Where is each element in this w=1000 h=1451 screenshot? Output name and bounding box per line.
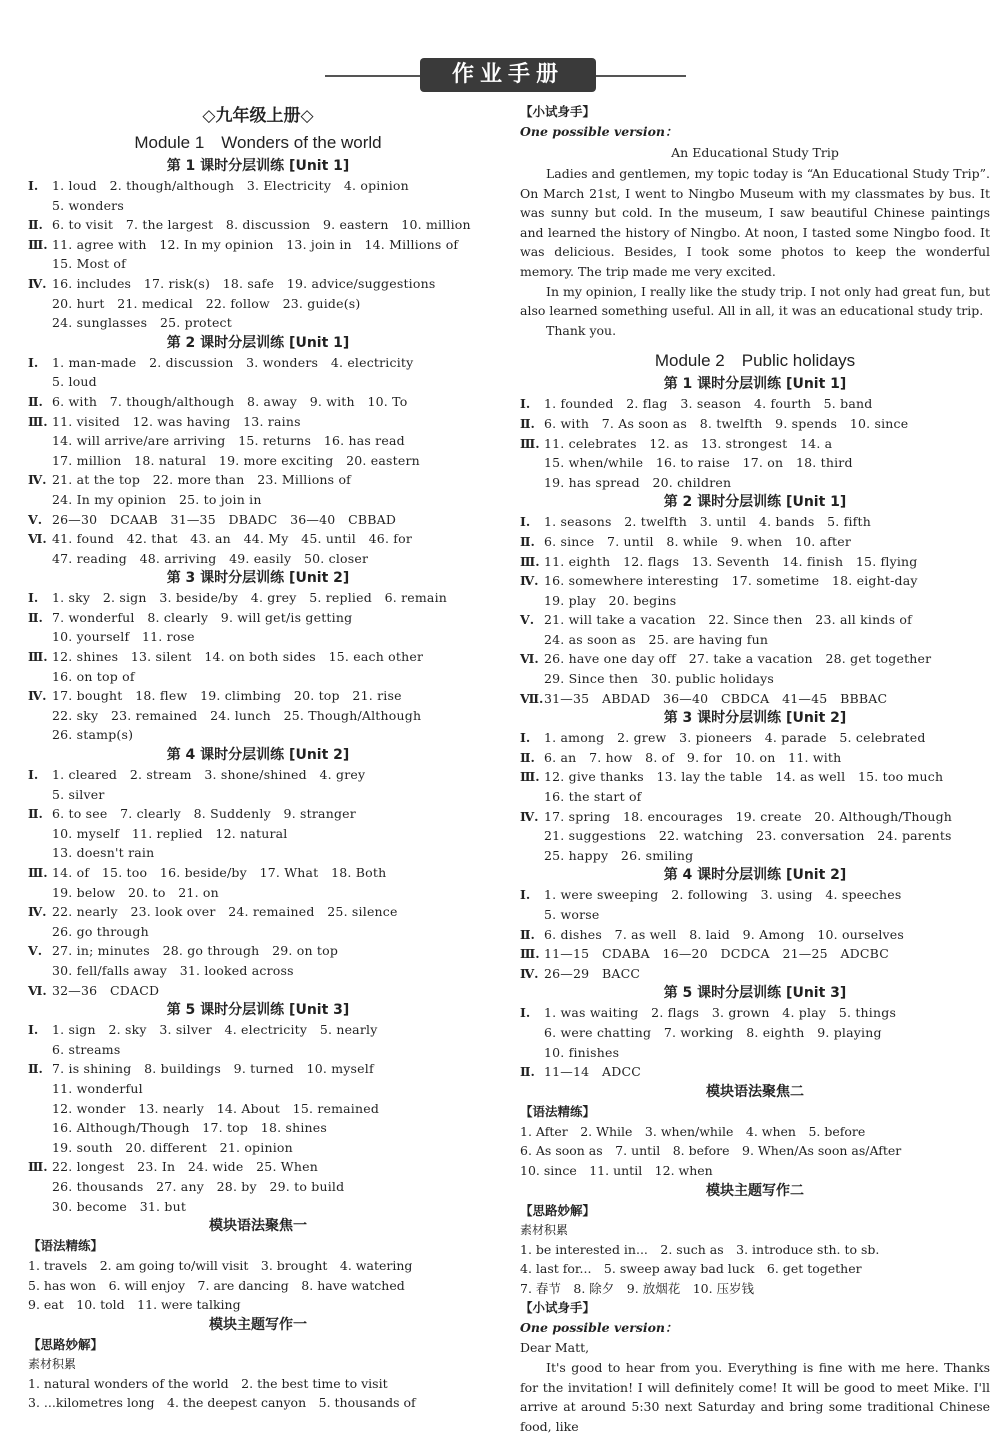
section-numeral: Ⅰ. — [520, 514, 531, 530]
answer-row — [28, 1197, 488, 1217]
answer-text: 15. when/while 16. to raise 17. on 18. third — [544, 455, 853, 471]
section-numeral: Ⅳ. — [28, 904, 47, 920]
material-list — [28, 1374, 488, 1413]
list-item: 3. ...kilometres long 4. the deepest canyon 5. thousands of — [28, 1395, 416, 1411]
answer-text: 6. to visit 7. the largest 8. discussion 9. eastern 10. million — [52, 217, 471, 233]
answer-text: 26. thousands 27. any 28. by 29. to build — [52, 1178, 345, 1194]
lesson-heading: 第 1 课时分层训练 [Unit 1] — [166, 158, 350, 174]
section-numeral: Ⅱ. — [28, 393, 43, 409]
answer-row — [28, 1177, 488, 1197]
section-numeral: Ⅲ. — [28, 1159, 48, 1175]
answer-row — [28, 451, 488, 471]
letter-greeting: Dear Matt, — [520, 1340, 590, 1356]
answer-text: 7. wonderful 8. clearly 9. will get/is getting — [52, 609, 353, 625]
list-item: 6. As soon as 7. until 8. before 9. When/As soon as/After — [520, 1143, 902, 1159]
section-numeral: Ⅳ. — [520, 965, 539, 981]
answer-row — [28, 883, 488, 903]
answer-row — [28, 392, 488, 412]
list-item: 1. natural wonders of the world 2. the best time to visit — [28, 1375, 388, 1391]
answer-row — [28, 1118, 488, 1138]
answer-text: 13. doesn't rain — [52, 845, 155, 861]
idea-tag: 【思路妙解】 — [520, 1202, 596, 1218]
answer-row — [28, 706, 488, 726]
section-numeral — [520, 669, 544, 689]
answer-text: 26. have one day off 27. take a vacation 28. get together — [544, 651, 932, 667]
answer-row — [28, 765, 488, 785]
letter-paragraph: It's good to hear from you. Everything is fine with me here. Thanks for the invitation! I will definitely come! It will be good to meet Mike. I'll arrive at around 5:30 next Saturday and bring some traditional Chinese food, like — [520, 1359, 990, 1434]
answer-row — [28, 470, 488, 490]
answer-text: 16. Although/Though 17. top 18. shines — [52, 1120, 327, 1136]
answer-row — [28, 725, 488, 745]
answer-row — [28, 588, 488, 608]
section-numeral: Ⅵ. — [28, 982, 47, 998]
section-numeral — [28, 431, 52, 451]
answer-row — [28, 294, 488, 314]
answer-row — [28, 922, 488, 942]
answer-text: 26—29 BACC — [544, 965, 641, 981]
section-numeral: Ⅱ. — [28, 217, 43, 233]
answer-text: 12. shines 13. silent 14. on both sides 15. each other — [52, 649, 424, 665]
section-numeral — [28, 627, 52, 647]
answer-row — [520, 630, 990, 650]
list-item: 5. has won 6. will enjoy 7. are dancing 8. have watched — [28, 1277, 405, 1293]
section-numeral: Ⅲ. — [28, 865, 48, 880]
answer-text: 30. become 31. but — [52, 1198, 187, 1214]
answer-text: 1. cleared 2. stream 3. shone/shined 4. grey — [52, 767, 366, 783]
section-numeral — [28, 1138, 52, 1158]
answer-text: 19. below 20. to 21. on — [52, 884, 219, 900]
section-numeral — [28, 1079, 52, 1099]
essay-paragraph: Ladies and gentlemen, my topic today is “An Educational Study Trip”. On March 21st, I went to Ningbo Museum with my classmates by bus. It was sunny but cold. In the museum, I saw beautiful Chinese paintings and learned the history of Ningbo. At noon, I tasted some Ningbo food. It was delicious. Besides, I took some photos to keep the wonderful memory. The trip made me very excited. — [520, 166, 990, 279]
answer-text: 16. somewhere interesting 17. sometime 18. eight-day — [544, 573, 918, 589]
lesson-heading: 第 3 课时分层训练 [Unit 2] — [166, 570, 350, 587]
answer-row — [28, 176, 488, 196]
answer-text: 1. man-made 2. discussion 3. wonders 4. electricity — [52, 354, 414, 370]
material-list — [520, 1240, 990, 1299]
section-numeral: Ⅱ. — [28, 1061, 43, 1077]
answer-text: 1. sign 2. sky 3. silver 4. electricity 5. nearly — [52, 1022, 378, 1038]
answer-row — [28, 235, 488, 255]
grammar-focus-2-heading: 模块语法聚焦二 — [706, 1083, 804, 1100]
answer-text: 11—15 CDABA 16—20 DCDCA 21—25 ADCBC — [544, 946, 890, 962]
answer-text: 17. bought 18. flew 19. climbing 20. top 21. rise — [52, 688, 402, 704]
section-numeral: Ⅱ. — [520, 749, 535, 765]
answer-row — [28, 353, 488, 373]
section-numeral: Ⅰ. — [520, 396, 531, 412]
list-item: 1. travels 2. am going to/will visit 3. brought 4. watering — [28, 1258, 413, 1274]
answer-text: 21. at the top 22. more than 23. Millions of — [52, 472, 352, 488]
section-numeral — [28, 1099, 52, 1119]
answer-row — [28, 1138, 488, 1158]
answer-text: 1. were sweeping 2. following 3. using 4. speeches — [544, 887, 902, 903]
answer-row — [28, 981, 488, 1001]
answer-row — [520, 1003, 990, 1023]
answer-row — [28, 1099, 488, 1119]
answer-text: 1. loud 2. though/although 3. Electricity 4. opinion — [52, 178, 409, 193]
answer-row — [28, 785, 488, 805]
section-numeral: Ⅰ. — [28, 178, 39, 193]
answer-row — [28, 608, 488, 628]
section-numeral — [28, 961, 52, 981]
answer-text: 30. fell/falls away 31. looked across — [52, 962, 294, 978]
grammar-practice-list — [28, 1256, 488, 1315]
lesson-heading: 第 2 课时分层训练 [Unit 1] — [166, 334, 350, 351]
section-numeral — [28, 313, 52, 333]
answer-row — [520, 1023, 990, 1043]
section-numeral: Ⅲ. — [520, 553, 540, 569]
section-numeral: Ⅱ. — [28, 609, 43, 625]
left-lessons — [28, 156, 488, 1216]
material-label: 素材积累 — [520, 1222, 569, 1237]
answer-row — [28, 549, 488, 569]
answer-text: 17. spring 18. encourages 19. create 20. Although/Though — [544, 808, 953, 824]
section-numeral — [520, 1043, 544, 1063]
lesson-heading: 第 5 课时分层训练 [Unit 3] — [663, 985, 847, 1002]
answer-text: 21. suggestions 22. watching 23. conversation 24. parents — [544, 828, 952, 844]
grammar-practice-tag: 【语法精练】 — [28, 1238, 104, 1254]
answer-text: 16. on top of — [52, 668, 135, 684]
section-numeral — [28, 706, 52, 726]
answer-row — [28, 1020, 488, 1040]
section-numeral: Ⅲ. — [520, 435, 540, 451]
section-numeral — [28, 785, 52, 805]
section-numeral: Ⅰ. — [28, 590, 39, 606]
section-numeral — [28, 883, 52, 903]
answer-text: 6. an 7. how 8. of 9. for 10. on 11. with — [544, 749, 842, 765]
section-numeral — [520, 846, 544, 866]
answer-row — [520, 552, 990, 572]
answer-row — [28, 902, 488, 922]
answer-row — [520, 846, 990, 866]
answer-row — [520, 1043, 990, 1063]
section-numeral: Ⅲ. — [28, 236, 48, 252]
section-numeral: Ⅰ. — [28, 767, 39, 783]
answer-text: 6. streams — [52, 1041, 121, 1057]
answer-row — [28, 372, 488, 392]
material-label: 素材积累 — [28, 1356, 77, 1371]
answer-row — [520, 591, 990, 611]
answer-text: 6. with 7. though/although 8. away 9. with 10. To — [52, 393, 408, 409]
lesson-heading: 第 3 课时分层训练 [Unit 2] — [663, 710, 847, 727]
version-label: One possible version： — [520, 124, 678, 139]
answer-text: 15. Most of — [52, 256, 126, 272]
answer-text: 14. of 15. too 16. beside/by 17. What 18. Both — [52, 865, 387, 880]
answer-text: 14. will arrive/are arriving 15. returns 16. has read — [52, 433, 405, 449]
banner-area — [0, 58, 1000, 94]
answer-text: 11. agree with 12. In my opinion 13. join in 14. Millions of — [52, 236, 459, 252]
answer-row — [28, 627, 488, 647]
section-numeral: Ⅵ. — [520, 651, 539, 667]
section-numeral: Ⅶ. — [520, 690, 544, 706]
answer-row — [28, 1059, 488, 1079]
section-numeral: Ⅱ. — [520, 926, 535, 942]
answer-row — [28, 1079, 488, 1099]
answer-row — [520, 905, 990, 925]
answer-text: 26. stamp(s) — [52, 727, 134, 743]
answer-row — [28, 490, 488, 510]
grammar-practice-tag: 【语法精练】 — [520, 1103, 596, 1119]
answer-text: 11—14 ADCC — [544, 1064, 641, 1080]
answer-text: 6. dishes 7. as well 8. laid 9. Among 10. ourselves — [544, 926, 905, 942]
answer-text: 41. found 42. that 43. an 44. My 45. until 46. for — [52, 531, 413, 547]
answer-row — [520, 826, 990, 846]
answer-row — [28, 215, 488, 235]
module-1-heading: Module 1 Wonders of the world — [134, 133, 382, 152]
section-numeral — [28, 1197, 52, 1217]
lesson-heading: 第 4 课时分层训练 [Unit 2] — [663, 867, 847, 884]
section-numeral: Ⅲ. — [28, 413, 48, 429]
answer-row — [28, 843, 488, 863]
section-numeral — [520, 453, 544, 473]
essay-title: An Educational Study Trip — [671, 145, 839, 160]
answer-row — [28, 274, 488, 294]
left-column — [28, 102, 488, 1413]
answer-row — [520, 748, 990, 768]
lesson-heading: 第 4 课时分层训练 [Unit 2] — [166, 747, 350, 764]
answer-text: 24. as soon as 25. are having fun — [544, 631, 769, 647]
section-numeral — [520, 787, 544, 807]
answer-text: 6. with 7. As soon as 8. twelfth 9. spends 10. since — [544, 415, 909, 431]
answer-row — [28, 941, 488, 961]
section-numeral: Ⅳ. — [520, 573, 539, 589]
answer-text: 22. nearly 23. look over 24. remained 25. silence — [52, 904, 398, 920]
answer-row — [520, 610, 990, 630]
answer-text: 5. wonders — [52, 197, 124, 213]
section-numeral: Ⅳ. — [28, 472, 47, 488]
section-banner: 作业手册 — [420, 58, 596, 92]
answer-text: 17. million 18. natural 19. more exciting 20. eastern — [52, 452, 420, 468]
section-numeral: Ⅴ. — [28, 511, 43, 527]
answer-text: 12. give thanks 13. lay the table 14. as well 15. too much — [544, 769, 944, 785]
section-numeral — [28, 1118, 52, 1138]
list-item: 7. 春节 8. 除夕 9. 放烟花 10. 压岁钱 — [520, 1280, 755, 1296]
answer-row — [520, 512, 990, 532]
banner-rule-right — [596, 75, 686, 77]
writing-2-heading: 模块主题写作二 — [706, 1182, 804, 1199]
answer-text: 16. the start of — [544, 789, 642, 805]
answer-text: 24. sunglasses 25. protect — [52, 315, 232, 331]
section-numeral — [28, 451, 52, 471]
answer-row — [520, 414, 990, 434]
answer-text: 10. finishes — [544, 1044, 620, 1060]
section-numeral — [28, 824, 52, 844]
section-numeral: Ⅰ. — [520, 1005, 531, 1021]
section-numeral: Ⅳ. — [520, 808, 539, 824]
section-numeral — [28, 843, 52, 863]
answer-row — [28, 1040, 488, 1060]
answer-row — [28, 667, 488, 687]
answer-row — [28, 863, 488, 883]
section-numeral — [28, 196, 52, 216]
answer-row — [28, 313, 488, 333]
list-item: 1. After 2. While 3. when/while 4. when 5. before — [520, 1123, 866, 1139]
answer-row — [520, 885, 990, 905]
answer-row — [28, 510, 488, 530]
answer-text: 1. founded 2. flag 3. season 4. fourth 5. band — [544, 396, 873, 412]
answer-row — [28, 686, 488, 706]
section-numeral: Ⅰ. — [520, 730, 531, 746]
answer-text: 6. since 7. until 8. while 9. when 10. after — [544, 533, 852, 549]
answer-text: 5. loud — [52, 374, 97, 390]
answer-text: 27. in; minutes 28. go through 29. on top — [52, 943, 339, 959]
answer-text: 29. Since then 30. public holidays — [544, 671, 775, 687]
section-numeral — [520, 630, 544, 650]
section-numeral — [520, 905, 544, 925]
answer-text: 10. myself 11. replied 12. natural — [52, 825, 288, 841]
section-numeral — [520, 1023, 544, 1043]
section-numeral: Ⅲ. — [520, 946, 540, 962]
answer-row — [28, 804, 488, 824]
section-numeral — [28, 372, 52, 392]
essay-paragraph: Thank you. — [546, 322, 617, 338]
answer-row — [520, 394, 990, 414]
answer-text: 1. sky 2. sign 3. beside/by 4. grey 5. replied 6. remain — [52, 590, 448, 606]
answer-text: 1. seasons 2. twelfth 3. until 4. bands 5. fifth — [544, 514, 871, 530]
answer-text: 22. longest 23. In 24. wide 25. When — [52, 1159, 318, 1175]
section-numeral: Ⅴ. — [520, 612, 535, 628]
answer-row — [28, 1157, 488, 1177]
section-numeral — [28, 1040, 52, 1060]
lesson-heading: 第 2 课时分层训练 [Unit 1] — [663, 494, 847, 511]
answer-text: 20. hurt 21. medical 22. follow 23. guide(s) — [52, 295, 361, 311]
answer-row — [28, 529, 488, 549]
section-numeral — [520, 826, 544, 846]
answer-text: 19. has spread 20. children — [544, 474, 732, 490]
answer-row — [520, 434, 990, 454]
answer-row — [520, 1062, 990, 1082]
section-numeral — [28, 549, 52, 569]
section-numeral: Ⅳ. — [28, 688, 47, 704]
answer-row — [520, 925, 990, 945]
answer-row — [28, 196, 488, 216]
section-numeral: Ⅴ. — [28, 943, 43, 959]
answer-text: 5. silver — [52, 786, 105, 802]
answer-row — [520, 453, 990, 473]
answer-text: 16. includes 17. risk(s) 18. safe 19. advice/suggestions — [52, 275, 436, 291]
answer-text: 7. is shining 8. buildings 9. turned 10. myself — [52, 1061, 374, 1077]
answer-row — [520, 649, 990, 669]
answer-text: 26—30 DCAAB 31—35 DBADC 36—40 CBBAD — [52, 511, 397, 527]
section-numeral: Ⅰ. — [28, 1022, 39, 1038]
answer-row — [520, 964, 990, 984]
grade-heading: ◇九年级上册◇ — [202, 106, 314, 126]
answer-row — [520, 728, 990, 748]
answer-row — [28, 254, 488, 274]
answer-text: 1. among 2. grew 3. pioneers 4. parade 5. celebrated — [544, 730, 926, 746]
answer-row — [28, 824, 488, 844]
answer-text: 11. visited 12. was having 13. rains — [52, 413, 301, 429]
answer-text: 11. eighth 12. flags 13. Seventh 14. finish 15. flying — [544, 553, 918, 569]
section-numeral — [28, 490, 52, 510]
list-item: 1. be interested in... 2. such as 3. introduce sth. to sb. — [520, 1241, 880, 1257]
section-numeral: Ⅲ. — [520, 769, 540, 785]
answer-row — [28, 961, 488, 981]
lesson-heading: 第 5 课时分层训练 [Unit 3] — [166, 1002, 350, 1019]
section-numeral — [28, 1177, 52, 1197]
answer-row — [520, 689, 990, 709]
section-numeral — [28, 254, 52, 274]
answer-row — [28, 647, 488, 667]
answer-text: 21. will take a vacation 22. Since then 23. all kinds of — [544, 612, 912, 628]
answer-row — [520, 944, 990, 964]
section-numeral: Ⅱ. — [520, 415, 535, 431]
section-numeral: Ⅲ. — [28, 649, 48, 665]
answer-row — [520, 787, 990, 807]
answer-text: 24. In my opinion 25. to join in — [52, 491, 262, 507]
answer-row — [520, 571, 990, 591]
answer-row — [520, 767, 990, 787]
answer-row — [520, 473, 990, 493]
answer-text: 32—36 CDACD — [52, 982, 160, 998]
answer-row — [520, 669, 990, 689]
answer-text: 47. reading 48. arriving 49. easily 50. closer — [52, 550, 369, 566]
module-2-heading: Module 2 Public holidays — [654, 351, 856, 371]
list-item: 10. since 11. until 12. when — [520, 1162, 713, 1178]
answer-text: 31—35 ABDAD 36—40 CBDCA 41—45 BBBAC — [544, 690, 888, 706]
banner-rule-left — [325, 75, 420, 77]
section-numeral — [520, 473, 544, 493]
answer-row — [28, 412, 488, 432]
section-numeral: Ⅱ. — [520, 1064, 535, 1080]
section-numeral — [520, 591, 544, 611]
answer-text: 6. were chatting 7. working 8. eighth 9. playing — [544, 1024, 882, 1040]
section-numeral — [28, 294, 52, 314]
try-tag: 【小试身手】 — [520, 104, 596, 119]
answer-row — [520, 532, 990, 552]
version-label: One possible version： — [520, 1320, 678, 1336]
lesson-heading: 第 1 课时分层训练 [Unit 1] — [663, 376, 847, 393]
answer-text: 19. play 20. begins — [544, 592, 677, 608]
answer-text: 6. to see 7. clearly 8. Suddenly 9. stranger — [52, 806, 356, 822]
list-item: 4. last for... 5. sweep away bad luck 6. get together — [520, 1261, 862, 1277]
writing-1-heading: 模块主题写作一 — [209, 1316, 307, 1333]
answer-text: 11. wonderful — [52, 1080, 143, 1096]
right-lessons — [520, 374, 990, 1081]
idea-tag: 【思路妙解】 — [28, 1336, 104, 1352]
answer-text: 5. worse — [544, 907, 600, 922]
answer-text: 11. celebrates 12. as 13. strongest 14. a — [544, 435, 833, 451]
answer-text: 12. wonder 13. nearly 14. About 15. remained — [52, 1100, 380, 1116]
section-numeral: Ⅳ. — [28, 275, 47, 291]
section-numeral — [28, 725, 52, 745]
right-column — [520, 102, 990, 1436]
answer-text: 1. was waiting 2. flags 3. grown 4. play 5. things — [544, 1005, 897, 1021]
section-numeral: Ⅵ. — [28, 531, 47, 547]
answer-text: 10. yourself 11. rose — [52, 629, 195, 645]
section-numeral: Ⅱ. — [28, 806, 43, 822]
answer-text: 22. sky 23. remained 24. lunch 25. Though/Although — [52, 707, 422, 723]
essay-paragraph: In my opinion, I really like the study trip. I not only had great fun, but also learned something useful. All in all, it was an educational study trip. — [520, 283, 990, 319]
answer-text: 19. south 20. different 21. opinion — [52, 1139, 293, 1155]
answer-row — [520, 807, 990, 827]
section-numeral: Ⅰ. — [28, 354, 39, 370]
section-numeral — [28, 667, 52, 687]
list-item: 9. eat 10. told 11. were talking — [28, 1297, 241, 1313]
section-numeral: Ⅱ. — [520, 533, 535, 549]
answer-text: 25. happy 26. smiling — [544, 847, 694, 863]
try-tag: 【小试身手】 — [520, 1300, 596, 1316]
grammar-focus-1-heading: 模块语法聚焦一 — [209, 1218, 307, 1235]
answer-row — [28, 431, 488, 451]
section-numeral — [28, 922, 52, 942]
grammar-practice-list — [520, 1122, 990, 1181]
answer-text: 26. go through — [52, 923, 149, 939]
section-numeral: Ⅰ. — [520, 887, 531, 903]
